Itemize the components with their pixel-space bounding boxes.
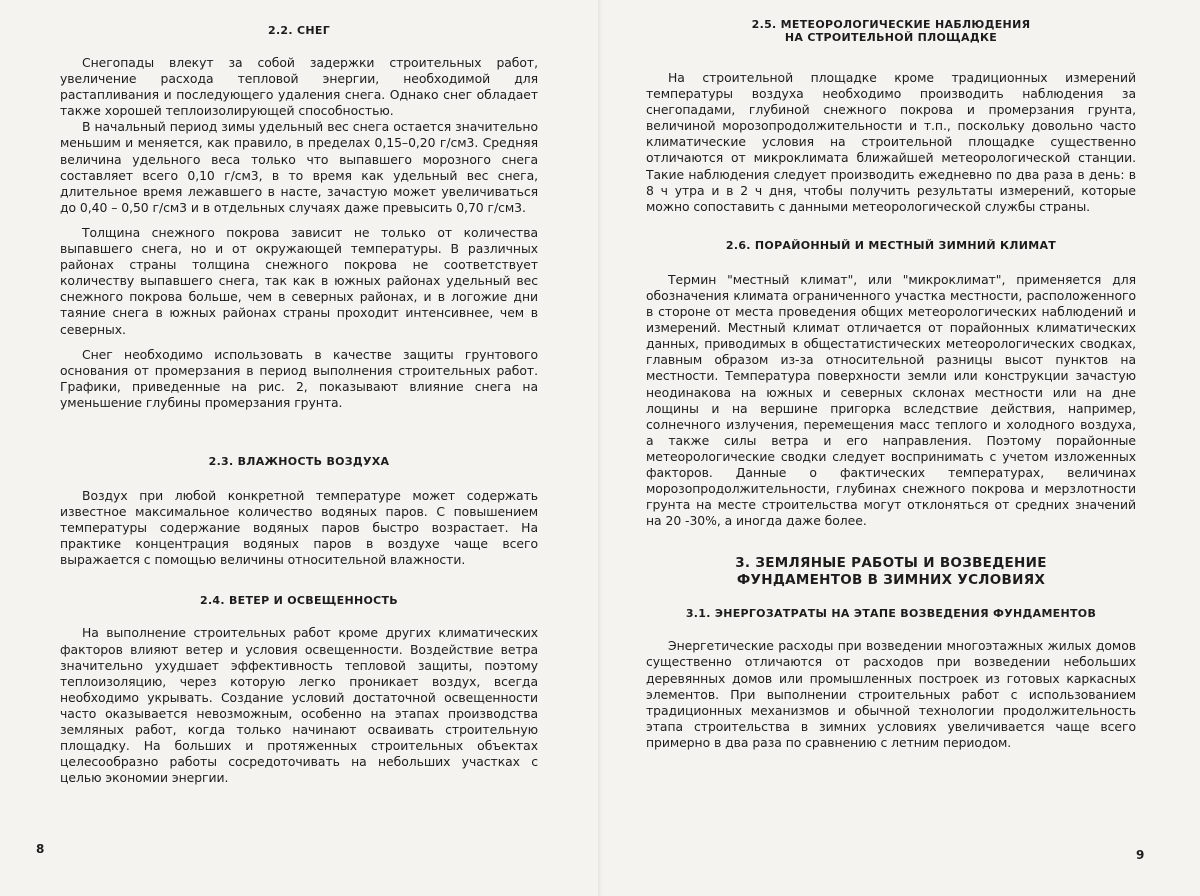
paragraph: В начальный период зимы удельный вес снега остается значительно меньшим и меняется, как правило, в пределах 0,15–0,20 г/см3. Средняя величина удельного веса только что выпавшего морозного снега составляет всего 0,10 г/см3, в то время как удельный вес снега, длительное время лежавшего в насте, зачастую может увеличиваться до 0,40 – 0,50 г/см3 и в отдельных случаях даже превысить 0,70 г/см3. — [60, 119, 538, 215]
section-heading-2-3: 2.3. ВЛАЖНОСТЬ ВОЗДУХА — [208, 454, 390, 468]
page-number: 9 — [1136, 848, 1145, 862]
chapter-heading-3: 3. ЗЕМЛЯНЫЕ РАБОТЫ И ВОЗВЕДЕНИЕ ФУНДАМЕНТОВ В ЗИМНИХ УСЛОВИЯХ — [735, 555, 1047, 589]
section-heading-2-2: 2.2. СНЕГ — [268, 24, 330, 37]
paragraph: Снег необходимо использовать в качестве защиты грунтового основания от промерзания в период выполнения строительных работ. Графики, приведенные на рис. 2, показывают влияние снега на уменьшение глубины промерзания грунта. — [60, 346, 538, 410]
paragraph: На выполнение строительных работ кроме других климатических факторов влияют ветер и условия освещенности. Воздействие ветра значительно ухудшает эффективность тепловой защиты, поэтому теплоизоляцию, через которую легко проникает воздух, всегда необходимо укрывать. Создание условий достаточной освещенности часто оказывается невозможным, особенно на этапах производства земляных работ, когда только начинают осваивать строительную площадку. На больших и протяженных строительных объектах целесообразно работы сосредоточивать на небольших участках с целью экономии энергии. — [60, 625, 538, 786]
paragraph: Снегопады влекут за собой задержки строительных работ, увеличение расхода тепловой энергии, необходимой для растапливания и последующего удаления снега. Однако снег обладает также хорошей теплоизолирующей способностью. — [60, 55, 538, 119]
right-page-content — [646, 18, 1136, 751]
paragraph: На строительной площадке кроме традиционных измерений температуры воздуха необходимо производить наблюдения за снегопадами, глубиной снежного покрова и промерзания грунта, величиной морозопродолжительности и т.п., поскольку довольно часто климатические условия на строительной площадке существенно отличаются от микроклимата ближайшей метеорологической станции. Такие наблюдения следует производить ежедневно по два раза в день: в 8 ч утра и в 2 ч дня, чтобы получить результаты измерений, которые можно сопоставить с данными метеорологической службы страны. — [646, 70, 1136, 214]
paragraph: Воздух при любой конкретной температуре может содержать известное максимальное количество водяных паров. С повышением температуры содержание водяных паров быстро возрастает. На практике концентрация водяных паров в воздухе чаще всего выражается с помощью величины относительной влажности. — [60, 487, 538, 568]
section-heading-2-6: 2.6. ПОРАЙОННЫЙ И МЕСТНЫЙ ЗИМНИЙ КЛИМАТ — [725, 238, 1057, 252]
page-number: 8 — [36, 842, 45, 856]
section-heading-2-4: 2.4. ВЕТЕР И ОСВЕЩЕННОСТЬ — [200, 594, 398, 608]
paragraph: Энергетические расходы при возведении многоэтажных жилых домов существенно отличаются от расходов при возведении небольших деревянных домов или промышленных построек из готовых каркасных элементов. При выполнении строительных работ с использованием традиционных механизмов и обычной технологии продолжительность этапа строительства в зимних условиях увеличивается чаще всего примерно в два раза по сравнению с летним периодом. — [646, 638, 1136, 750]
paragraph: Толщина снежного покрова зависит не только от количества выпавшего снега, но и от окружающей температуры. В различных районах страны толщина снежного покрова не соответствует количеству выпавшего снега, так как в южных районах удельный вес снежного покрова больше, чем в северных районах, и в логожие дни таяние снега в южных районах страны проходит интенсивнее, чем в северных. — [60, 224, 538, 337]
section-heading-2-5: 2.5. МЕТЕОРОЛОГИЧЕСКИЕ НАБЛЮДЕНИЯ НА СТРОИТЕЛЬНОЙ ПЛОЩАДКЕ — [751, 18, 1031, 44]
section-heading-3-1: 3.1. ЭНЕРГОЗАТРАТЫ НА ЭТАПЕ ВОЗВЕДЕНИЯ ФУНДАМЕНТОВ — [685, 607, 1097, 621]
paragraph: Термин "местный климат", или "микроклимат", применяется для обозначения климата ограниченного участка местности, расположенного в стороне от места проведения общих метеорологических наблюдений и измерений. Местный климат отличается от порайонных климатических данных, приводимых в общестатистических метеорологических сводках, главным образом из-за относительной разницы высот пунктов на местности. Температура поверхности земли или конструкции зачастую неодинакова на южных и северных склонах местности или на дне лощины и на вершине пригорка вследствие действия, например, солнечного излучения, перемещения масс теплого и холодного воздуха, а также силы ветра и его направления. Поэтому порайонные метеорологические сводки следует воспринимать с учетом изложенных факторов. Данные о фактических температурах, величинах морозопродолжительности, глубинах снежного покрова и мерзлотности грунта на месте строительства могут отклоняться от средних значений на 20 -30%, а иногда даже более. — [646, 271, 1136, 529]
